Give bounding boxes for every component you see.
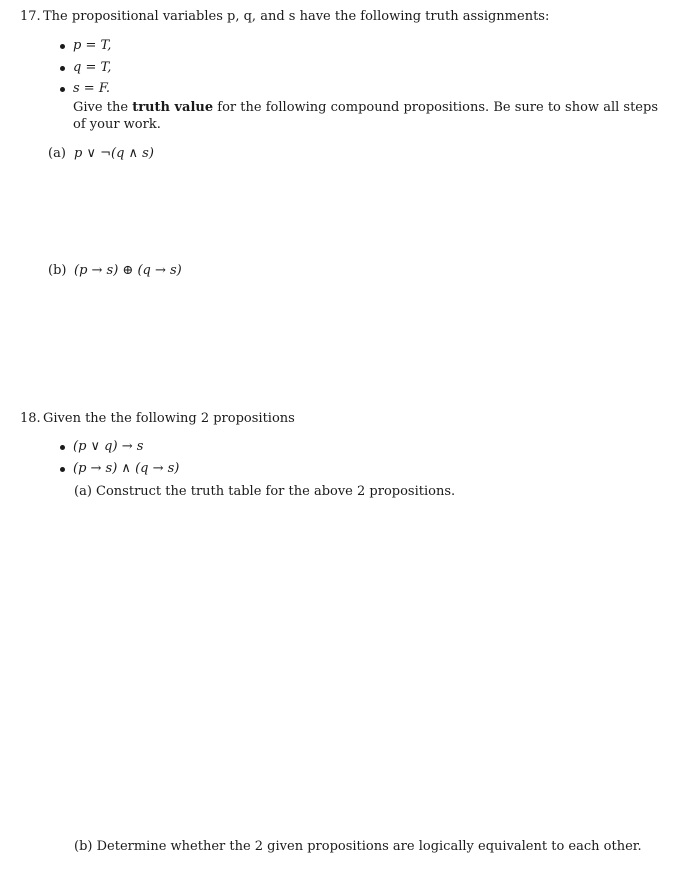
part-b-expression: (p → s) ⊕ (q → s) xyxy=(74,263,182,278)
assignment-p: p = T, xyxy=(73,38,112,53)
bullet-icon xyxy=(60,44,65,49)
instructions-text: for the following compound propositions. Be sure to show all steps of your work. xyxy=(73,100,658,132)
assignment-q: q = T, xyxy=(73,60,112,75)
part-b-text: (b) Determine whether the 2 given propositions are logically equivalent to each other. xyxy=(74,839,642,854)
instructions-bold: truth value xyxy=(132,100,214,115)
bullet-icon xyxy=(60,445,65,450)
instructions-text: Give the xyxy=(73,100,133,115)
question-intro: Given the the following 2 propositions xyxy=(43,411,295,426)
part-a-text: (a) Construct the truth table for the above 2 propositions. xyxy=(74,484,456,499)
part-a-expression: p ∨ ¬(q ∧ s) xyxy=(74,146,154,161)
question-number: 18. xyxy=(20,411,41,426)
proposition-2: (p → s) ∧ (q → s) xyxy=(73,461,180,476)
bullet-icon xyxy=(60,87,65,92)
question-intro: The propositional variables p, q, and s have the following truth assignments: xyxy=(43,9,550,24)
instructions xyxy=(73,99,658,133)
proposition-1: (p ∨ q) → s xyxy=(73,439,144,454)
bullet-icon xyxy=(60,467,65,472)
question-number: 17. xyxy=(20,9,41,24)
part-b-label: (b) xyxy=(48,263,67,278)
bullet-icon xyxy=(60,66,65,71)
part-a-label: (a) xyxy=(48,146,66,161)
assignment-s: s = F. xyxy=(73,81,110,96)
